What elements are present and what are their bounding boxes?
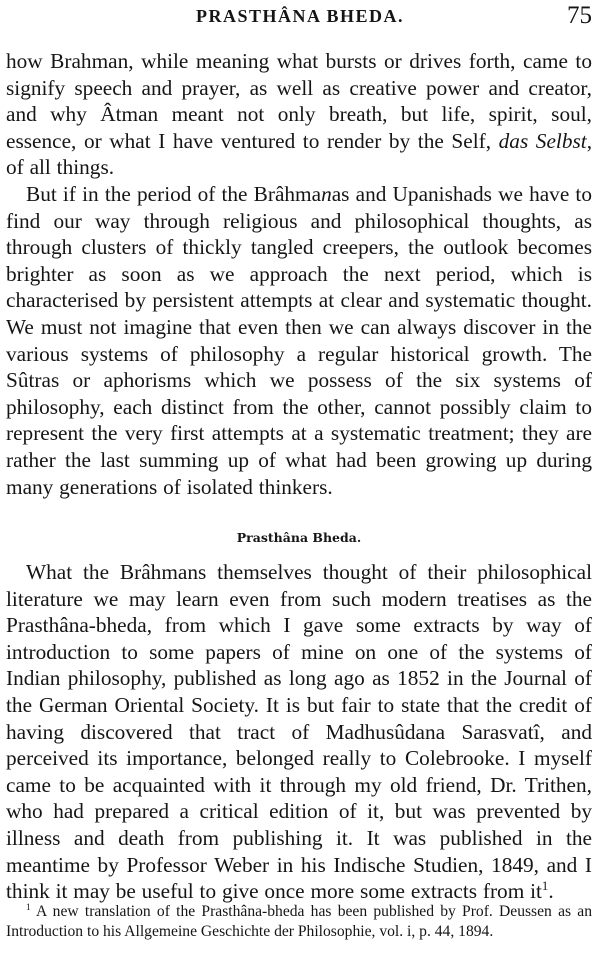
footnote-text: A new translation of the Prasthâna-bheda has been published by Prof. Deussen as an Introduction to his Allgemeine Geschichte der Philosophie, vol. i, p. 44, 1894. [6,903,592,940]
text-run: as and Upanishads we have to find our way through religious and philosophical thoughts, as through clusters of thickly tangled creepers, the outlook becomes brighter as soon as we approach the next period, which is characterised by persistent attempts at clear and systematic thought. We must not imagine that even then we can always discover in the various systems of philosophy a regular historical growth. The Sûtras or aphorisms which we possess of the six systems of philosophy, each distinct from the other, cannot possibly claim to represent the very first attempts at a systematic treatment; they are rather the last summing up of what had been growing up during many generations of isolated thinkers. [6,181,592,499]
page-number: 75 [567,2,592,29]
footnote-marker: 1 [26,902,31,913]
page-header [0,2,600,32]
text-run: What the Brâhmans themselves thought of their philosophical literature we may learn even from such modern treatises as the Prasthâna-bheda, from which I gave some extracts by way of introduction to some papers of mine on one of the systems of Indian philosophy, published as long ago as 1852 in the Journal of the German Oriental Society. It is but fair to state that the credit of having discovered that tract of Madhusûdana Sarasvatî, and perceived its importance, belonged really to Colebrooke. I myself came to be acquainted with it through my old friend, Dr. Trithen, who had prepared a critical edition of it, but was prevented by illness and death from publishing it. It was published in the meantime by Professor Weber in his Indische Studien, 1849, and I think it may be useful to give once more some extracts from it [6,560,592,904]
section-heading: Prasthâna Bheda. [236,530,362,546]
text-run: how Brahman, while meaning what bursts or drives forth, came to signify speech and prayer, as well as creative power and creator, and why Âtman meant not only breath, but life, spirit, soul, essence, or what I have ventured to render by the Self, [6,49,592,153]
running-title: PRASTHÂNA BHEDA. [195,6,405,26]
italic-run: n [321,181,332,206]
text-run: , of all things. [6,128,593,180]
footnote [6,902,592,942]
main-text [6,48,592,905]
paragraph-brahmanas [6,181,592,500]
paragraph-prasthana-bheda [6,559,592,905]
text-run: . [548,879,554,904]
paragraph-continuation [6,48,592,181]
text-run: But if in the period of the Brâhma [26,181,322,206]
footnote-reference: 1 [541,879,549,894]
italic-run: das Selbst [498,128,587,153]
